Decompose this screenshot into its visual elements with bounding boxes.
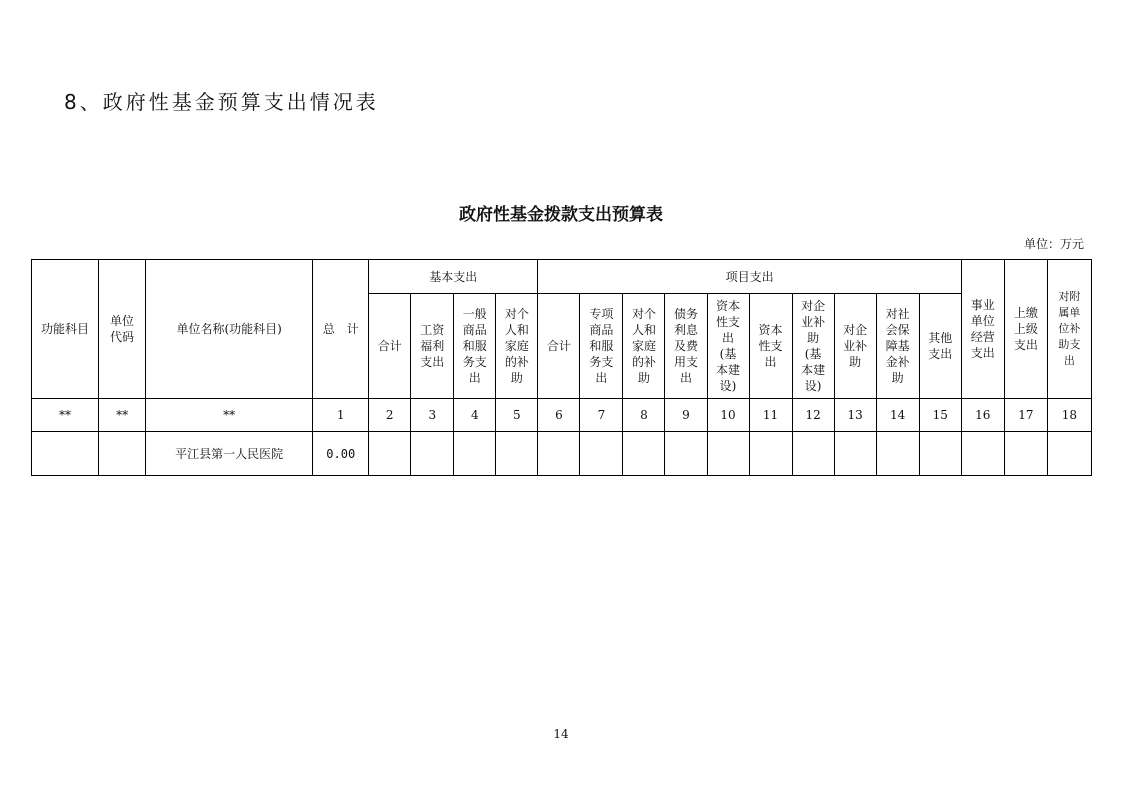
cell-empty: [961, 432, 1004, 476]
cell-empty: [919, 432, 961, 476]
column-number: 6: [538, 399, 580, 432]
column-number: 18: [1047, 399, 1091, 432]
cell-empty: [538, 432, 580, 476]
column-number: 7: [580, 399, 623, 432]
section-heading: 8、政府性基金预算支出情况表: [64, 90, 379, 114]
header-capital: 资本性支出: [749, 294, 792, 399]
budget-table: [31, 259, 1092, 476]
cell-empty: [876, 432, 919, 476]
header-special-goods: 专项商品和服务支出: [580, 294, 623, 399]
column-number: 16: [961, 399, 1004, 432]
header-personal-family: 对个人和家庭的补助: [496, 294, 538, 399]
column-number: 4: [454, 399, 496, 432]
cell-empty: [411, 432, 454, 476]
column-number: **: [32, 399, 99, 432]
cell-empty: [665, 432, 707, 476]
header-capital-construction: 资本性支出(基本建设): [707, 294, 749, 399]
column-number: 1: [313, 399, 369, 432]
cell-empty: [1047, 432, 1091, 476]
column-number: 11: [749, 399, 792, 432]
header-unit-code: 单位代码: [99, 260, 146, 399]
cell-unit-name: 平江县第一人民医院: [146, 432, 313, 476]
header-project-group: 项目支出: [538, 260, 961, 294]
column-number: **: [146, 399, 313, 432]
header-goods-services: 一般商品和服务支出: [454, 294, 496, 399]
cell-empty: [707, 432, 749, 476]
header-func-subject: 功能科目: [32, 260, 99, 399]
header-basic-group: 基本支出: [369, 260, 538, 294]
cell-empty: [369, 432, 411, 476]
column-number: 9: [665, 399, 707, 432]
header-row-1: [32, 260, 1092, 294]
cell-unit-code: [99, 432, 146, 476]
cell-empty: [1004, 432, 1047, 476]
header-debt-interest: 债务利息及费用支出: [665, 294, 707, 399]
column-number: 15: [919, 399, 961, 432]
header-total: 总 计: [313, 260, 369, 399]
page-number: 14: [553, 727, 569, 741]
header-project-personal: 对个人和家庭的补助: [623, 294, 665, 399]
column-number: 8: [623, 399, 665, 432]
table-title: 政府性基金拨款支出预算表: [459, 205, 663, 225]
cell-func-subject: [32, 432, 99, 476]
column-number: 3: [411, 399, 454, 432]
header-social-security: 对社会保障基金补助: [876, 294, 919, 399]
cell-empty: [454, 432, 496, 476]
header-business-operations: 事业单位经营支出: [961, 260, 1004, 399]
column-number: 10: [707, 399, 749, 432]
cell-empty: [792, 432, 834, 476]
column-number: 12: [792, 399, 834, 432]
header-unit-name: 单位名称(功能科目): [146, 260, 313, 399]
table-row: [32, 432, 1092, 476]
cell-empty: [834, 432, 876, 476]
unit-note: 单位：万元: [1023, 237, 1084, 251]
cell-total: 0.00: [313, 432, 369, 476]
column-number: 2: [369, 399, 411, 432]
cell-empty: [749, 432, 792, 476]
header-other: 其他支出: [919, 294, 961, 399]
header-enterprise: 对企业补助: [834, 294, 876, 399]
cell-empty: [496, 432, 538, 476]
column-number: 17: [1004, 399, 1047, 432]
header-project-total: 合计: [538, 294, 580, 399]
header-affiliated-subsidy: 对附属单位补助支出: [1047, 260, 1091, 399]
cell-empty: [623, 432, 665, 476]
header-basic-total: 合计: [369, 294, 411, 399]
header-wages: 工资福利支出: [411, 294, 454, 399]
column-number: 13: [834, 399, 876, 432]
header-enterprise-construction: 对企业补助(基本建设): [792, 294, 834, 399]
column-number-row: [32, 399, 1092, 432]
column-number: 14: [876, 399, 919, 432]
cell-empty: [580, 432, 623, 476]
column-number: **: [99, 399, 146, 432]
header-upper-payment: 上缴上级支出: [1004, 260, 1047, 399]
column-number: 5: [496, 399, 538, 432]
